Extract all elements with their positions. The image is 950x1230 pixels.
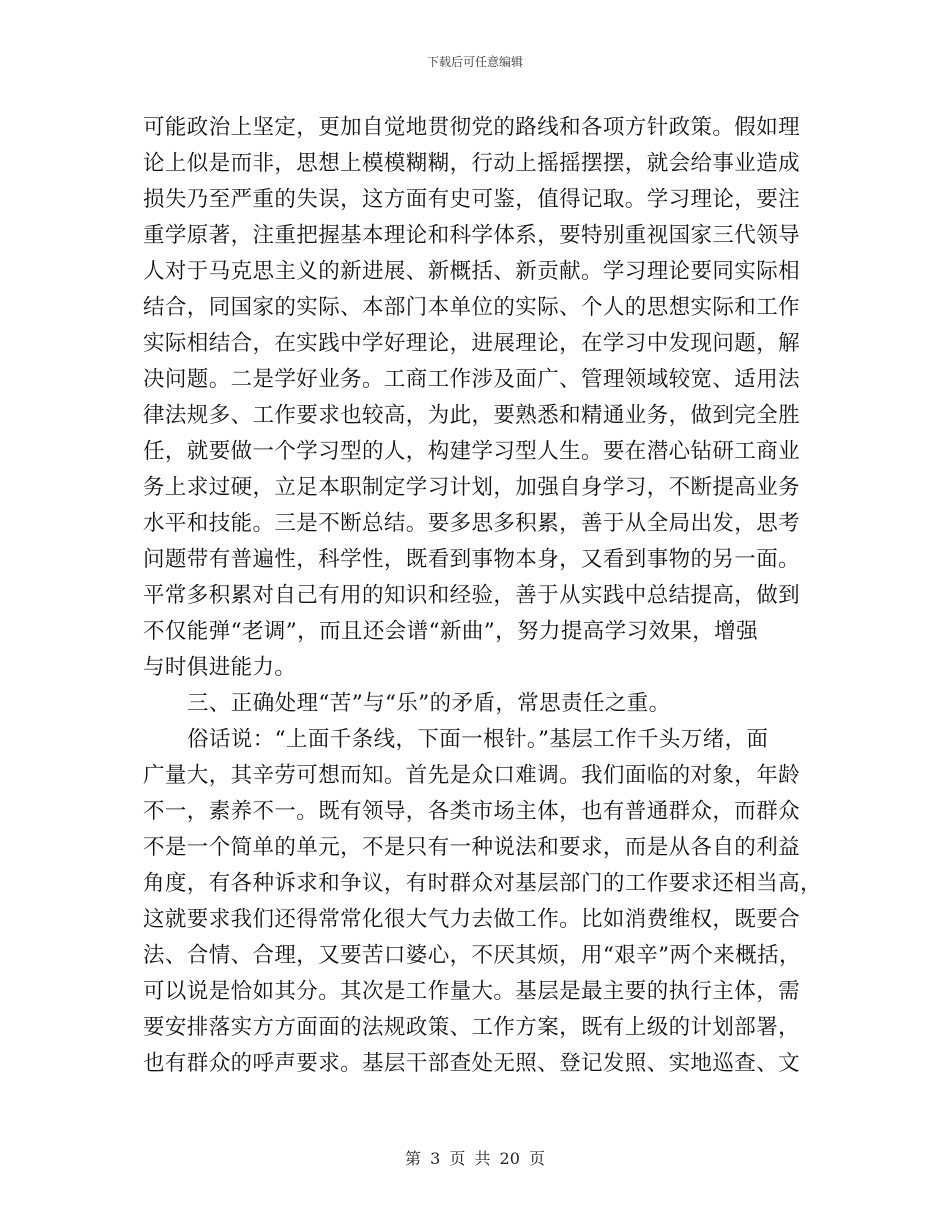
text-line: 要安排落实方方面面的法规政策、工作方案，既有上级的计划部署，	[143, 1015, 801, 1040]
text-line: 也有群众的呼声要求。基层干部查处无照、登记发照、实地巡查、文	[143, 1051, 801, 1076]
text-line: 这就要求我们还得常常化很大气力去做工作。比如消费维权，既要合	[143, 907, 801, 932]
text-line: 不仅能弹“老调”，而且还会谱“新曲”，努力提高学习效果，增强	[143, 619, 758, 644]
text-line: 广量大，其辛劳可想而知。首先是众口难调。我们面临的对象，年龄	[143, 763, 801, 788]
text-line: 俗话说：“上面千条线，下面一根针。”基层工作千头万绪，面	[187, 727, 769, 752]
text-line: 问题带有普遍性，科学性，既看到事物本身，又看到事物的另一面。	[143, 547, 801, 572]
text-line: 水平和技能。三是不断总结。要多思多积累，善于从全局出发，思考	[143, 511, 801, 536]
text-line: 损失乃至严重的失误，这方面有史可鉴，值得记取。学习理论，要注	[143, 187, 801, 212]
text-line: 重学原著，注重把握基本理论和科学体系，要特别重视国家三代领导	[143, 223, 801, 248]
text-line: 可以说是恰如其分。其次是工作量大。基层是最主要的执行主体，需	[143, 979, 801, 1004]
text-line: 平常多积累对自己有用的知识和经验，善于从实践中总结提高，做到	[143, 583, 801, 608]
text-line: 可能政治上坚定，更加自觉地贯彻党的路线和各项方针政策。假如理	[143, 115, 801, 140]
text-line: 人对于马克思主义的新进展、新概括、新贡献。学习理论要同实际相	[143, 259, 801, 284]
text-line: 与时俱进能力。	[143, 655, 297, 680]
text-line: 论上似是而非，思想上模模糊糊，行动上摇摇摆摆，就会给事业造成	[143, 151, 801, 176]
text-line: 务上求过硬，立足本职制定学习计划，加强自身学习，不断提高业务	[143, 475, 801, 500]
page-header: 下载后可任意编辑	[426, 55, 523, 69]
text-line: 法、合情、合理，又要苦口婆心，不厌其烦，用“艰辛”两个来概括，	[143, 943, 801, 968]
text-line: 任，就要做一个学习型的人，构建学习型人生。要在潜心钻研工商业	[143, 439, 801, 464]
body-text	[143, 110, 822, 1082]
text-line: 不是一个简单的单元，不是只有一种说法和要求，而是从各自的利益	[143, 835, 801, 860]
text-line: 律法规多、工作要求也较高，为此，要熟悉和精通业务，做到完全胜	[143, 403, 801, 428]
text-line: 决问题。二是学好业务。工商工作涉及面广、管理领域较宽、适用法	[143, 367, 801, 392]
text-line: 不一，素养不一。既有领导，各类市场主体，也有普通群众，而群众	[143, 799, 801, 824]
text-line: 结合，同国家的实际、本部门本单位的实际、个人的思想实际和工作	[143, 295, 801, 320]
section-heading: 三、正确处理“苦”与“乐”的矛盾，常思责任之重。	[187, 691, 671, 716]
text-line: 角度，有各种诉求和争议，有时群众对基层部门的工作要求还相当高，	[143, 871, 822, 896]
text-line: 实际相结合，在实践中学好理论，进展理论，在学习中发现问题，解	[143, 331, 801, 356]
page-footer: 第 3 页 共 20 页	[405, 1149, 545, 1168]
